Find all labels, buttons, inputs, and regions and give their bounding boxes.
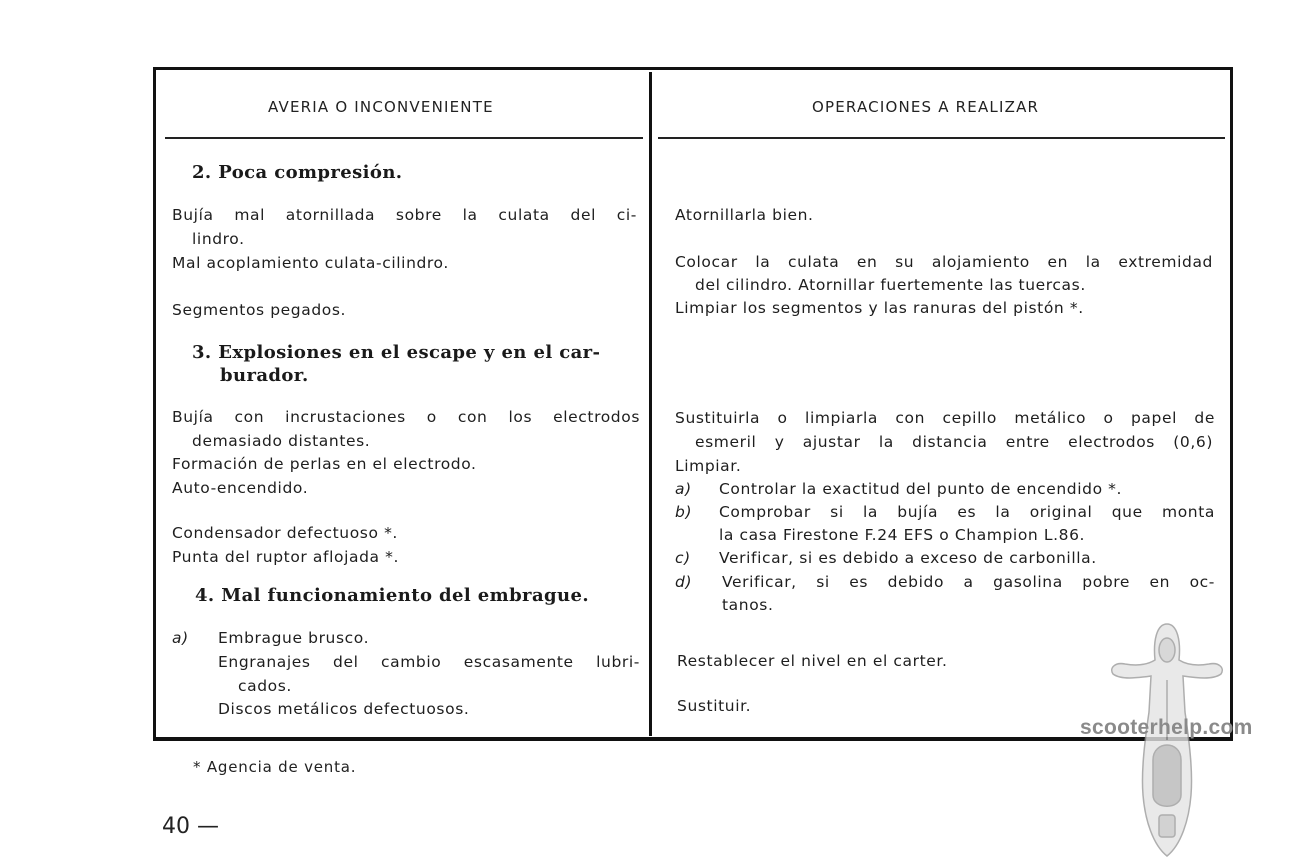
fault-gear-lubrication-cont: cados. — [238, 677, 292, 695]
op-check-fuel: Verificar, si es debido a gasolina pobre en oc- — [722, 573, 1215, 591]
fault-spark-plug-loose: Bujía mal atornillada sobre la culata del ci- — [172, 206, 637, 224]
op-check-fuel-cont: tanos. — [722, 596, 774, 614]
fault-rings-stuck: Segmentos pegados. — [172, 301, 347, 319]
fault-head-cylinder-fit: Mal acoplamiento culata-cilindro. — [172, 254, 449, 272]
fault-gear-lubrication: Engranajes del cambio escasamente lubri- — [218, 653, 640, 671]
fault-electrode-beads: Formación de perlas en el electrodo. — [172, 455, 477, 473]
footnote: * Agencia de venta. — [193, 758, 357, 776]
op-marker-d: d) — [675, 573, 693, 591]
fault-self-ignition: Auto-encendido. — [172, 479, 309, 497]
fault-metal-discs: Discos metálicos defectuosos. — [218, 700, 470, 718]
op-ignition-timing: Controlar la exactitud del punto de encendido *. — [719, 480, 1123, 498]
fault-condenser: Condensador defectuoso *. — [172, 524, 398, 542]
fault-clutch-harsh: Embrague brusco. — [218, 629, 370, 647]
fault-marker-a: a) — [172, 629, 189, 647]
section-heading-clutch: 4. Mal funcionamiento del embrague. — [195, 585, 589, 606]
op-replace-plug: Sustituirla o limpiarla con cepillo metálico o papel de — [675, 409, 1215, 427]
column-header-operations: OPERACIONES A REALIZAR — [812, 98, 1040, 116]
column-divider — [649, 72, 652, 736]
op-replace: Sustituir. — [677, 697, 752, 715]
op-check-plug-type: Comprobar si la bujía es la original que monta — [719, 503, 1215, 521]
op-marker-b: b) — [675, 503, 693, 521]
op-check-carbon: Verificar, si es debido a exceso de carbonilla. — [719, 549, 1097, 567]
fault-spark-plug-loose-cont: lindro. — [192, 230, 245, 248]
page-number: 40 — — [162, 814, 219, 839]
scooter-logo-icon — [1107, 620, 1227, 860]
op-marker-c: c) — [675, 549, 691, 567]
fault-breaker-point: Punta del ruptor aflojada *. — [172, 548, 400, 566]
section-heading-compression: 2. Poca compresión. — [192, 162, 403, 183]
op-marker-a: a) — [675, 480, 692, 498]
header-rule-left — [165, 137, 643, 139]
section-heading-backfire: 3. Explosiones en el escape y en el car- — [192, 342, 601, 363]
column-header-fault: AVERIA O INCONVENIENTE — [268, 98, 494, 116]
op-fit-head-cont: del cilindro. Atornillar fuertemente las tuercas. — [695, 276, 1086, 294]
fault-plug-deposits: Bujía con incrustaciones o con los electrodos — [172, 408, 640, 426]
header-rule-right — [658, 137, 1225, 139]
op-clean-rings: Limpiar los segmentos y las ranuras del pistón *. — [675, 299, 1084, 317]
watermark-text: scooterhelp.com — [1080, 716, 1253, 739]
op-replace-plug-cont: esmeril y ajustar la distancia entre electrodos (0,6) — [695, 433, 1213, 451]
op-tighten-plug: Atornillarla bien. — [675, 206, 814, 224]
op-fit-head: Colocar la culata en su alojamiento en la extremidad — [675, 253, 1213, 271]
op-restore-level: Restablecer el nivel en el carter. — [677, 652, 948, 670]
section-heading-backfire-cont: burador. — [220, 365, 309, 386]
op-check-plug-type-cont: la casa Firestone F.24 EFS o Champion L.86. — [719, 526, 1086, 544]
op-clean: Limpiar. — [675, 457, 742, 475]
fault-plug-deposits-cont: demasiado distantes. — [192, 432, 371, 450]
